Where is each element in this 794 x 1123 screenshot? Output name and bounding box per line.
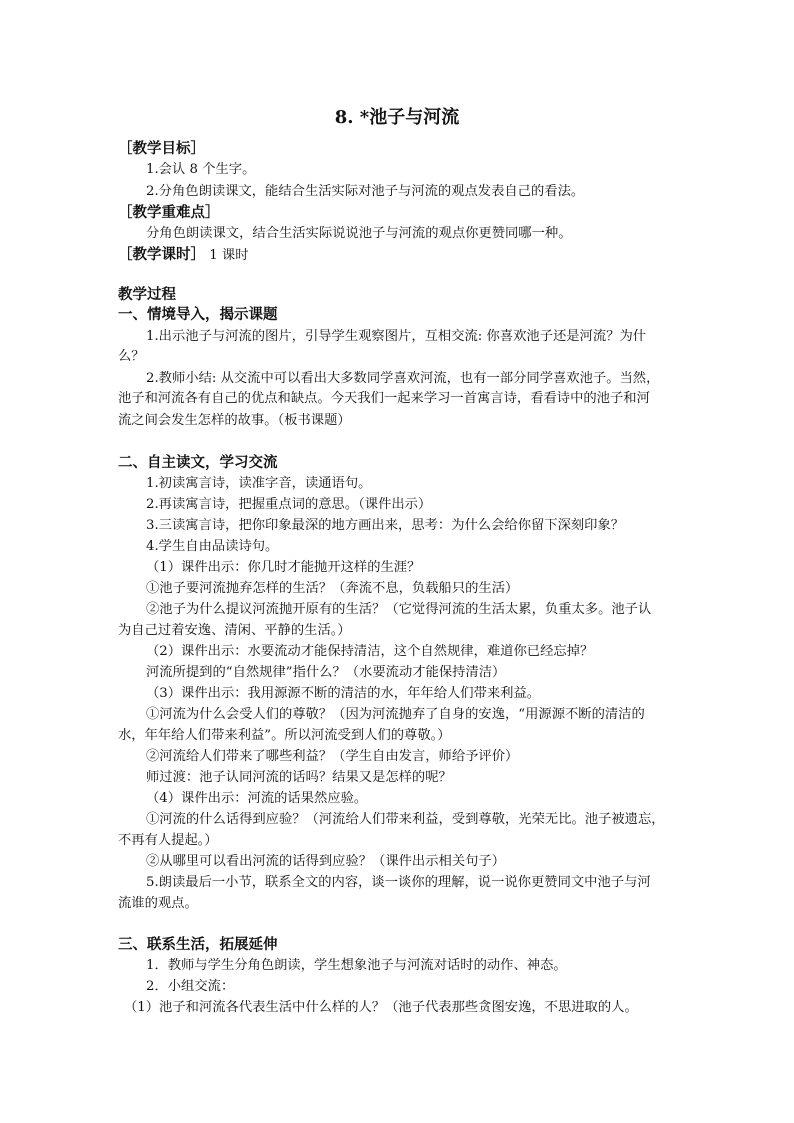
paragraph-line: 1．教师与学生分角色朗读，学生想象池子与河流对话时的动作、神态。 [146, 958, 567, 973]
paragraph-line: ①池子要河流抛弃怎样的生活？（奔流不息，负载船只的生活） [146, 581, 519, 596]
paragraph-line: 4.学生自由品读诗句。 [146, 539, 279, 554]
paragraph-line: 师过渡：池子认同河流的话吗？结果又是怎样的呢？ [146, 770, 452, 785]
paragraph-line: ②从哪里可以看出河流的话得到应验？（课件出示相关句子） [146, 854, 506, 869]
lesson-title: 8. *池子与河流 [334, 107, 460, 128]
section-2-heading: 二、自主读文，学习交流 [118, 454, 278, 471]
periods-header: ［教学课时］ [118, 246, 205, 263]
goal-2: 2.分角色朗读课文，能结合生活实际对池子与河流的观点发表自己的看法。 [146, 184, 585, 199]
paragraph-line: ②池子为什么提议河流抛开原有的生活？（它觉得河流的生活太累，负重太多。池子认 [146, 602, 652, 617]
section-3-heading: 三、联系生活，拓展延伸 [118, 936, 278, 953]
paragraph-line: 1.初读寓言诗，读准字音，读通语句。 [146, 476, 372, 491]
paragraph-line: 流之间会发生怎样的故事。（板书课题） [118, 413, 351, 428]
paragraph-line: 3.三读寓言诗，把你印象最深的地方画出来，思考：为什么会给你留下深刻印象？ [146, 518, 625, 533]
paragraph-line: 河流所提到的“自然规律”指什么？（水要流动才能保持清洁） [146, 665, 506, 680]
paragraph-line: （1）课件出示：你几时才能抛开这样的生涯？ [146, 560, 421, 575]
paragraph-line: ①河流为什么会受人们的尊敬？（因为河流抛弃了自身的安逸，“用源源不断的清洁的 [146, 707, 645, 722]
key-points-header: ［教学重难点］ [118, 204, 220, 221]
paragraph-line: ②河流给人们带来了哪些利益？（学生自由发言，师给予评价） [146, 749, 519, 764]
paragraph-line: 水，年年给人们带来利益”。所以河流受到人们的尊敬。） [118, 728, 451, 743]
paragraph-line: 为自己过着安逸、清闲、平静的生活。） [118, 623, 351, 638]
goals-header: ［教学目标］ [118, 140, 205, 157]
paragraph-line: 么？ [118, 349, 145, 364]
paragraph-line: 1.出示池子与河流的图片，引导学生观察图片，互相交流: 你喜欢池子还是河流？为什 [146, 329, 647, 344]
section-1-heading: 一、情境导入，揭示课题 [118, 306, 278, 323]
paragraph-line: 池子和河流各有自己的优点和缺点。今天我们一起来学习一首寓言诗，看看诗中的池子和河 [118, 391, 650, 406]
paragraph-line: （3）课件出示：我用源源不断的清洁的水，年年给人们带来利益。 [146, 686, 541, 701]
key-points-text: 分角色朗读课文，结合生活实际说说池子与河流的观点你更赞同哪一种。 [146, 226, 572, 241]
periods-line [118, 244, 678, 266]
paragraph-line: 2.教师小结: 从交流中可以看出大多数同学喜欢河流，也有一部分同学喜欢池子。当然， [146, 371, 660, 386]
paragraph-line: ①河流的什么话得到应验？（河流给人们带来利益，受到尊敬，光荣无比。池子被遗忘， [146, 812, 665, 827]
periods-text: 1 课时 [209, 248, 249, 263]
paragraph-line: 5.朗读最后一小节，联系全文的内容，谈一谈你的理解，说一说你更赞同文中池子与河 [146, 875, 651, 890]
paragraph-line: 2.再读寓言诗，把握重点词的意思。（课件出示） [146, 497, 432, 512]
paragraph-line: （1）池子和河流各代表生活中什么样的人？（池子代表那些贪图安逸，不思进取的人。 [124, 1000, 638, 1015]
paragraph-line: 流谁的观点。 [118, 896, 198, 911]
paragraph-line: （2）课件出示：水要流动才能保持清洁，这个自然规律，难道你已经忘掉？ [146, 644, 594, 659]
paragraph-line: （4）课件出示：河流的话果然应验。 [146, 791, 368, 806]
goal-1: 1.会认 8 个生字。 [146, 162, 256, 177]
paragraph-line: 不再有人提起。） [118, 833, 218, 848]
process-title: 教学过程 [118, 286, 176, 303]
paragraph-line: 2．小组交流： [146, 979, 235, 994]
